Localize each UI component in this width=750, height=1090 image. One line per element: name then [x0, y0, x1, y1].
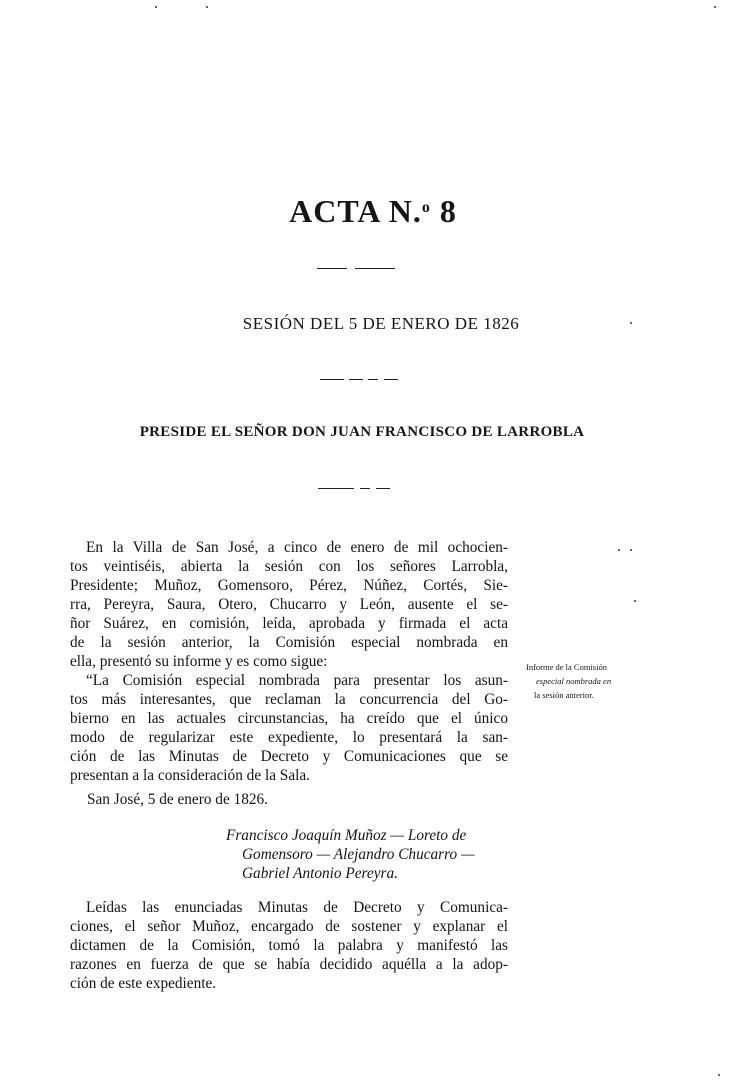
title-separator-right	[355, 268, 395, 269]
scan-speck	[618, 549, 620, 551]
scan-speck	[630, 322, 632, 324]
body-line: modo de regularizar este expediente, lo presentará la san-	[70, 729, 508, 746]
session-separator-3	[368, 379, 378, 380]
preside-separator-1	[318, 488, 354, 489]
body-line: de la sesión anterior, la Comisión especial nombrada en	[70, 634, 508, 651]
margin-note-line: la sesión anterior.	[534, 690, 594, 700]
signature-line: Gomensoro — Alejandro Chucarro —	[242, 846, 475, 863]
body-line: dictamen de la Comisión, tomó la palabra y manifestó las	[70, 937, 508, 954]
session-separator-2	[349, 379, 363, 380]
scan-speck	[718, 1074, 720, 1076]
preside-heading: PRESIDE EL SEÑOR DON JUAN FRANCISCO DE LARROBLA	[139, 424, 585, 440]
body-line: ella, presentó su informe y es como sigue:	[70, 653, 328, 670]
page-title-number: 8	[430, 193, 457, 229]
body-line: razones en fuerza de que se había decidido aquélla a la adop-	[70, 956, 508, 973]
body-line: tos más interesantes, que reclaman la concurrencia del Go-	[70, 691, 508, 708]
page-title-main: ACTA N.	[289, 193, 422, 229]
body-line: bierno en las actuales circunstancias, ha creído que el único	[70, 710, 508, 727]
preside-separator-2	[360, 488, 370, 489]
body-line: presentan a la consideración de la Sala.	[70, 767, 310, 784]
scan-speck	[155, 6, 157, 8]
page-title	[0, 193, 748, 230]
preside-separator-3	[376, 488, 390, 489]
session-separator-4	[384, 379, 398, 380]
scan-speck	[634, 600, 636, 602]
margin-note-line: Informe de la Comisión	[526, 662, 607, 672]
session-separator-1	[320, 379, 344, 380]
body-line: En la Villa de San José, a cinco de enero de mil ochocien-	[86, 539, 508, 556]
signature-line: Gabriel Antonio Pereyra.	[242, 865, 398, 882]
body-line: Leídas las enunciadas Minutas de Decreto y Comunica-	[86, 899, 508, 916]
body-line: Presidente; Muñoz, Gomensoro, Pérez, Núñez, Cortés, Sie-	[70, 577, 508, 594]
date-line: San José, 5 de enero de 1826.	[87, 791, 268, 808]
body-line: rra, Pereyra, Saura, Otero, Chucarro y León, ausente el se-	[70, 596, 508, 613]
scan-speck	[714, 6, 716, 8]
margin-note	[526, 660, 666, 702]
session-heading: SESIÓN DEL 5 DE ENERO DE 1826	[242, 314, 520, 333]
title-separator-left	[317, 268, 347, 269]
margin-note-line: especial nombrada en	[536, 676, 612, 686]
page-title-sup: o	[421, 199, 431, 217]
body-line: “La Comisión especial nombrada para presentar los asun-	[86, 672, 508, 689]
body-line: ción de las Minutas de Decreto y Comunicaciones que se	[70, 748, 508, 765]
signature-line: Francisco Joaquín Muñoz — Loreto de	[226, 827, 467, 844]
body-line: ñor Suárez, en comisión, leída, aprobada y firmada el acta	[70, 615, 508, 632]
body-line: ción de este expediente.	[70, 975, 217, 992]
body-line: ciones, el señor Muñoz, encargado de sostener y explanar el	[70, 918, 508, 935]
scan-speck	[630, 549, 632, 551]
scan-speck	[206, 6, 208, 8]
body-line: tos veintiséis, abierta la sesión con los señores Larrobla,	[70, 558, 508, 575]
